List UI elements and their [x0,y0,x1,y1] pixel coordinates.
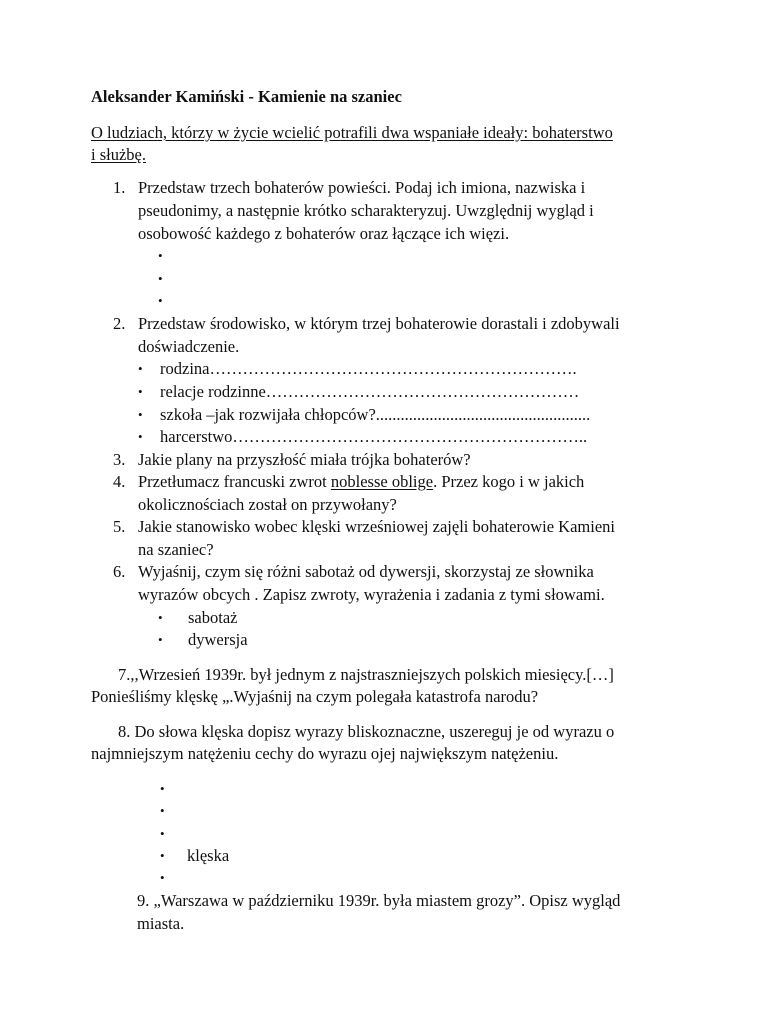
bullet-marker: • [138,407,143,422]
bullet-marker: • [160,781,165,796]
question-1-line-1: Przedstaw trzech bohaterów powieści. Podaj ich imiona, nazwiska i [138,178,586,197]
question-7-line-2: Ponieśliśmy klęskę „.Wyjaśnij na czym polegała katastrofa narodu? [91,687,539,706]
question-4-line-1 [138,471,584,494]
list-item-kleska: klęska [187,846,230,865]
question-1-line-3: osobowość każdego z bohaterów oraz łączące ich więzi. [138,224,510,243]
bullet-marker: • [158,610,163,625]
question-2-number: 2. [113,314,126,333]
question-6-line-1: Wyjaśnij, czym się różni sabotaż od dywersji, skorzystaj ze słownika [138,562,594,581]
question-3-number: 3. [113,450,126,469]
question-9-line-1: 9. „Warszawa w październiku 1939r. była miastem grozy”. Opisz wygląd [137,891,621,910]
question-5-number: 5. [113,517,126,536]
subtitle-line-1: O ludziach, którzy w życie wcielić potrafili dwa wspaniałe ideały: bohaterstwo [91,123,613,142]
question-5-line-1: Jakie stanowisko wobec klęski wrześniowej zajęli bohaterowie Kamieni [138,517,615,536]
question-1-number: 1. [113,178,126,197]
question-8-line-1: 8. Do słowa klęska dopisz wyrazy bliskoznaczne, uszereguj je od wyrazu o [118,722,615,741]
subtitle-line-2: i służbę. [91,145,146,164]
question-2-line-2: doświadczenie. [138,337,240,356]
question-6-number: 6. [113,562,126,581]
list-item-rodzina: rodzina…………………………………………………………. [160,359,577,378]
question-4-number: 4. [113,472,126,491]
question-4-text-pre: Przetłumacz francuski zwrot [138,472,331,491]
list-item-harcerstwo: harcerstwo……………………………………………………….. [160,427,588,446]
bullet-marker: • [158,293,163,308]
list-item-szkola: szkoła –jak rozwijała chłopców?.................................................... [160,405,591,424]
question-8-line-2: najmniejszym natężeniu cechy do wyrazu ojej największym natężeniu. [91,744,559,763]
bullet-marker: • [138,429,143,444]
bullet-marker: • [138,361,143,376]
bullet-marker: • [158,248,163,263]
bullet-marker: • [158,632,163,647]
bullet-marker: • [160,848,165,863]
question-4-text-post: . Przez kogo i w jakich [433,472,585,491]
question-5-line-2: na szaniec? [138,540,214,559]
list-item-sabotaz: sabotaż [188,608,238,627]
list-item-relacje: relacje rodzinne………………………………………………… [160,382,580,401]
question-7-line-1: 7.,,Wrzesień 1939r. był jednym z najstraszniejszych polskich miesięcy.[…] [118,665,614,684]
list-item-dywersja: dywersja [188,630,248,649]
term-noblesse-oblige: noblesse oblige [330,472,434,491]
question-4-line-2: okolicznościach został on przywołany? [138,495,397,514]
question-1-line-2: pseudonimy, a następnie krótko scharakteryzuj. Uwzględnij wygląd i [138,201,594,220]
question-3-line-1: Jakie plany na przyszłość miała trójka bohaterów? [138,450,471,469]
question-6-line-2: wyrazów obcych . Zapisz zwroty, wyrażenia i zadania z tymi słowami. [138,585,605,604]
bullet-marker: • [160,803,165,818]
bullet-marker: • [138,384,143,399]
bullet-marker: • [158,271,163,286]
bullet-marker: • [160,870,165,885]
question-2-line-1: Przedstaw środowisko, w którym trzej bohaterowie dorastali i zdobywali [138,314,620,333]
document-title: Aleksander Kamiński - Kamienie na szaniec [91,87,402,106]
bullet-marker: • [160,826,165,841]
question-9-line-2: miasta. [137,914,185,933]
